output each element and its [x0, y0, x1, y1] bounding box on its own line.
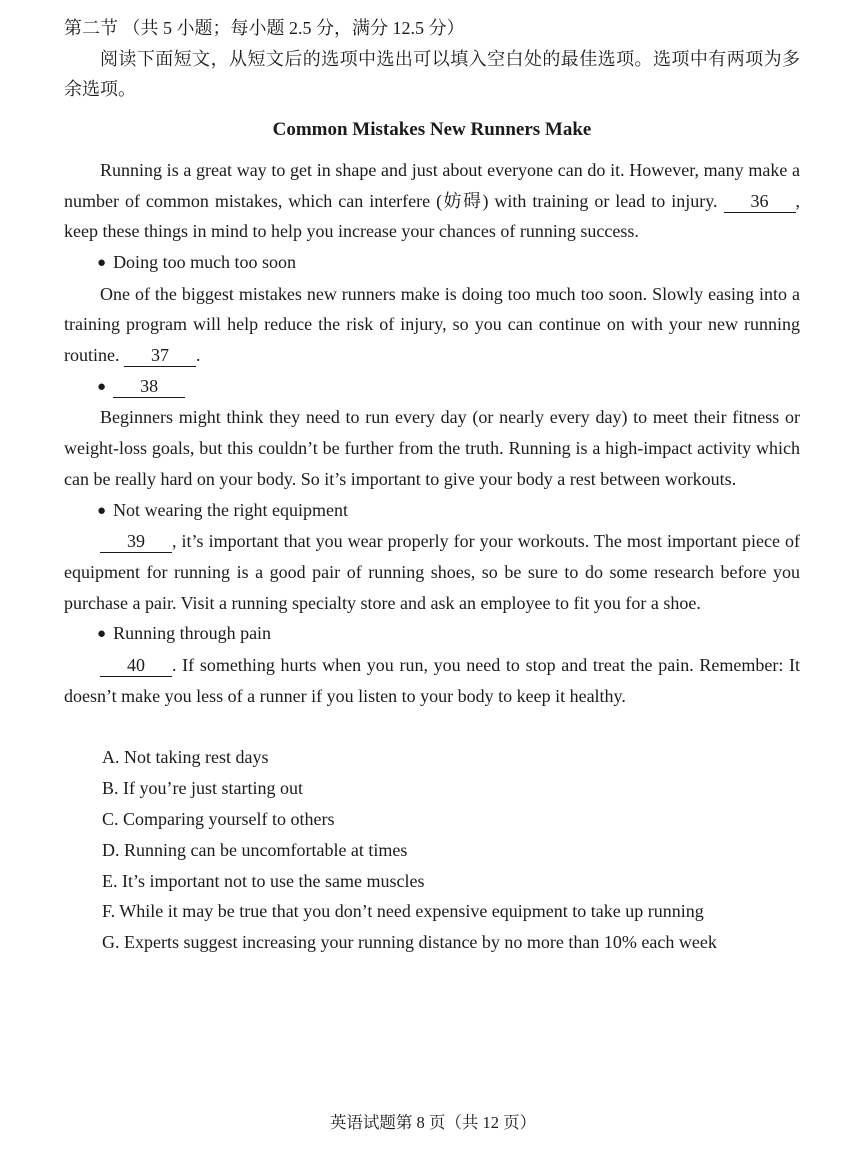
option-text: Experts suggest increasing your running distance by no more than 10% each week — [124, 932, 717, 953]
bullet-icon: ● — [97, 254, 107, 271]
option-label: B. — [102, 778, 124, 799]
text-run: . If something hurts when you run, you need to stop and treat the pain. Remember: It doesn’t make you less of a runner if you listen to your body to keep it healthy. — [64, 655, 800, 706]
text-run: One of the biggest mistakes new runners make is doing too much too soon. Slowly easing into a training program will help reduce the risk of injury, so you can continue on with your new running routine. — [64, 283, 800, 366]
option-text: If you’re just starting out — [123, 778, 303, 799]
passage-body — [64, 155, 800, 712]
section-heading: 第二节 （共 5 小题；每小题 2.5 分，满分 12.5 分） — [64, 18, 465, 38]
option-C — [102, 804, 800, 835]
option-text: Running can be uncomfortable at times — [124, 839, 408, 860]
option-label: C. — [102, 809, 124, 830]
option-label: G. — [102, 932, 124, 953]
option-text: Not taking rest days — [124, 747, 269, 768]
text-run: Doing too much too soon — [113, 251, 297, 272]
bullet-icon: ● — [97, 626, 107, 643]
answer-blank-36: 36 — [724, 190, 796, 213]
text-run: . — [196, 345, 201, 366]
bullet-heading — [64, 247, 800, 279]
passage-paragraph — [64, 526, 800, 618]
bullet-heading — [64, 618, 800, 650]
passage-paragraph — [64, 650, 800, 711]
option-label: A. — [102, 747, 124, 768]
option-text: Comparing yourself to others — [123, 809, 335, 830]
answer-blank-40: 40 — [100, 654, 172, 677]
passage-paragraph — [64, 155, 800, 247]
bullet-heading — [64, 371, 800, 403]
passage-paragraph — [64, 279, 800, 371]
option-B — [102, 773, 800, 804]
bullet-icon: ● — [97, 502, 107, 519]
section-instructions: 阅读下面短文，从短文后的选项中选出可以填入空白处的最佳选项。选项中有两项为多余选项。 — [64, 48, 800, 100]
text-run: Not wearing the right equipment — [113, 499, 349, 520]
option-D — [102, 835, 800, 866]
option-label: F. — [102, 901, 120, 922]
text-run: Running is a great way to get in shape and just about everyone can do it. However, many make a number of common mistakes, which can interfere (妨碍) with training or lead to injury. — [64, 159, 800, 211]
passage-paragraph — [64, 402, 800, 494]
options-list — [64, 742, 800, 958]
text-run: , it’s important that you wear properly for your workouts. The most important piece of equipment for running is a good pair of running shoes, so be sure to do some research before you purchase a pair. Visit a running specialty store and ask an employee to fit you for a shoe. — [64, 531, 800, 613]
text-run: , keep these things in mind to help you increase your chances of running success. — [64, 190, 800, 242]
answer-blank-38: 38 — [113, 375, 185, 398]
page-footer: 英语试题第 8 页（共 12 页） — [329, 1113, 537, 1132]
bullet-heading — [64, 495, 800, 527]
option-G — [102, 927, 800, 958]
option-text: It’s important not to use the same muscles — [122, 870, 425, 891]
answer-blank-39: 39 — [100, 530, 172, 553]
option-E — [102, 866, 800, 897]
option-label: E. — [102, 870, 122, 891]
answer-blank-37: 37 — [124, 344, 196, 367]
option-label: D. — [102, 839, 124, 860]
passage-title: Common Mistakes New Runners Make — [272, 119, 592, 141]
option-text: While it may be true that you don’t need expensive equipment to take up running — [119, 901, 704, 922]
text-run: Beginners might think they need to run every day (or nearly every day) to meet their fitness or weight-loss goals, but this couldn’t be further from the truth. Running is a high-impact activity which can be really hard on your body. So it’s important to give your body a rest between workouts. — [64, 407, 800, 489]
option-A — [102, 742, 800, 773]
bullet-icon: ● — [97, 378, 107, 395]
text-run: Running through pain — [113, 623, 272, 644]
option-F — [102, 896, 800, 927]
